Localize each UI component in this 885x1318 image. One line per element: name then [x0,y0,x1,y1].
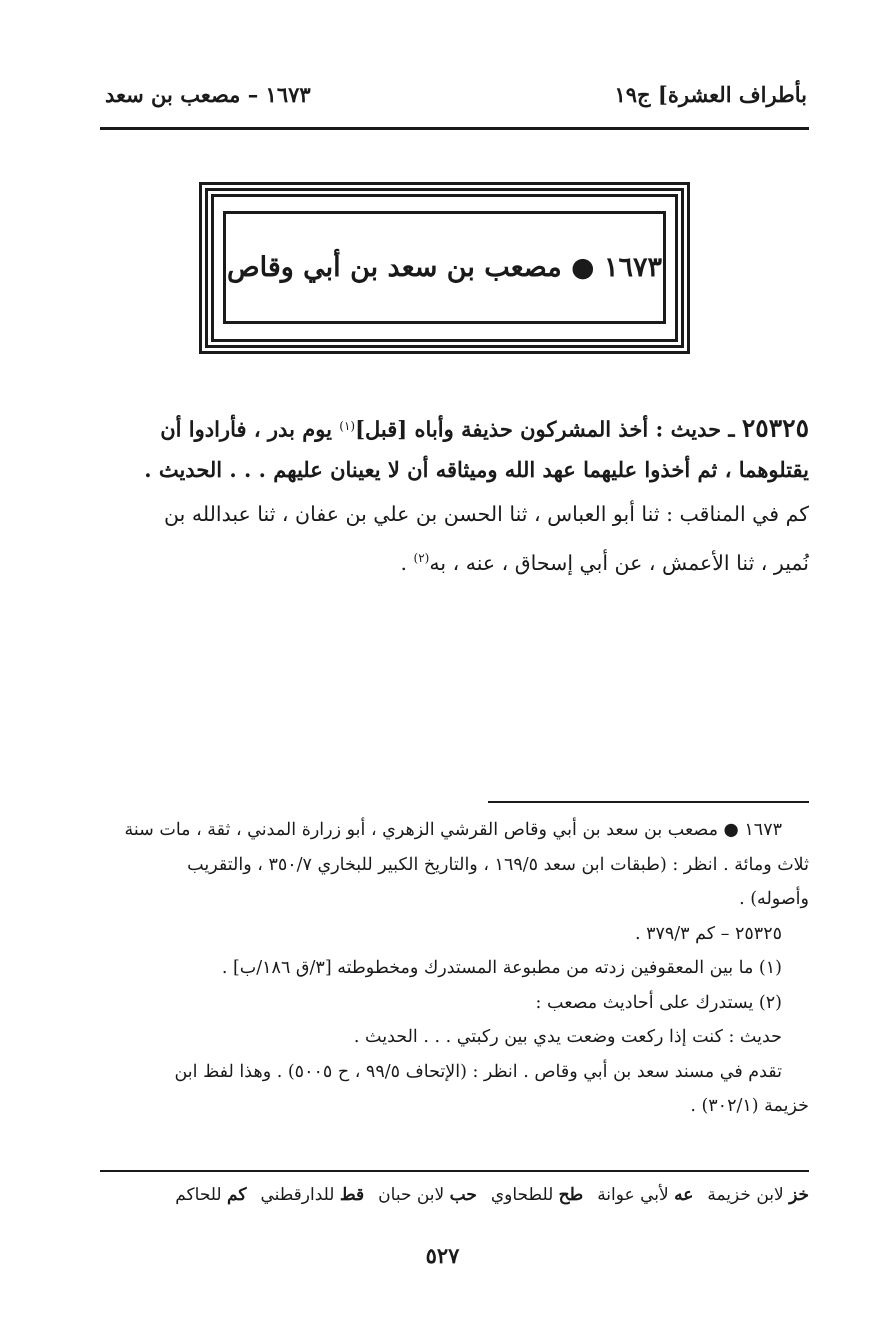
hadith-text [100,404,809,580]
hadith-line-4 [100,536,809,580]
hadith-line-1 [100,404,809,448]
running-header-right: بأطراف العشرة] ج١٩ [614,82,807,107]
footnote-line: حديث : كنت إذا ركعت وضعت يدي بين ركبتي . . . الحديث . [353,1027,782,1047]
page-number: ٥٢٧ [425,1243,460,1268]
running-header-left: ١٦٧٣ – مصعب بن سعد [105,82,311,107]
legend-item: كم للحاكم [175,1185,247,1205]
hadith-line-4-text: نُمير ، ثنا الأعمش ، عن أبي إسحاق ، عنه ، به [429,550,809,575]
legend-item: قط للدارقطني [260,1185,365,1205]
header-rule [100,127,809,130]
legend-item: طح للطحاوي [490,1185,584,1205]
hadith-line-1-end: يوم بدر ، فأرادوا أن [160,416,340,442]
footnote-line: (٢) يستدرك على أحاديث مصعب : [535,992,782,1013]
hadith-line-4-end: . [400,550,414,575]
footnote-line: خزيمة (٣٠٢/١) . [690,1096,809,1116]
hadith-line-2: يقتلوهما ، ثم أخذوا عليهما عهد الله وميثاقه أن لا يعينان عليهم . . . الحديث . [144,457,809,482]
hadith-line-3: كم في المناقب : ثنا أبو العباس ، ثنا الحسن بن علي بن عفان ، ثنا عبدالله بن [164,502,809,526]
section-title: ١٦٧٣ ● مصعب بن سعد بن أبي وقاص [226,252,663,283]
footnote-line: وأصوله) . [739,889,809,909]
abbreviation-legend [100,1185,809,1205]
footnote-line: ثلاث ومائة . انظر : (طبقات ابن سعد ١٦٩/٥ ، والتاريخ الكبير للبخاري ٣٥٠/٧ ، والتقريب [187,854,809,875]
legend-rule [100,1170,809,1172]
footnote-line: ١٦٧٣ ● مصعب بن سعد بن أبي وقاص القرشي الزهري ، أبو زرارة المدني ، ثقة ، مات سنة [124,820,782,840]
legend-item: حب لابن حبان [378,1185,477,1205]
hadith-number: ٢٥٣٢٥ [741,413,809,443]
footnote-ref-1: (١) [339,419,356,433]
footnote-rule [488,801,809,803]
legend-item: خز لابن خزيمة [707,1185,809,1205]
hadith-line-1-text: ـ حديث : أخذ المشركون حذيفة وأباه [قبل] [355,416,742,442]
legend-item: عه لأبي عوانة [597,1185,694,1205]
footnote-ref-2: (٢) [413,551,430,565]
footnotes [100,813,809,1124]
footnote-line: تقدم في مسند سعد بن أبي وقاص . انظر : (الإتحاف ٩٩/٥ ، ح ٥٠٠٥) . وهذا لفظ ابن [174,1061,782,1082]
footnote-line: (١) ما بين المعقوفين زدته من مطبوعة المستدرك ومخطوطته [٣/ق ١٨٦/ب] . [221,958,782,978]
footnote-line: ٢٥٣٢٥ – كم ٣٧٩/٣ . [634,923,782,944]
section-title-box [223,211,666,324]
